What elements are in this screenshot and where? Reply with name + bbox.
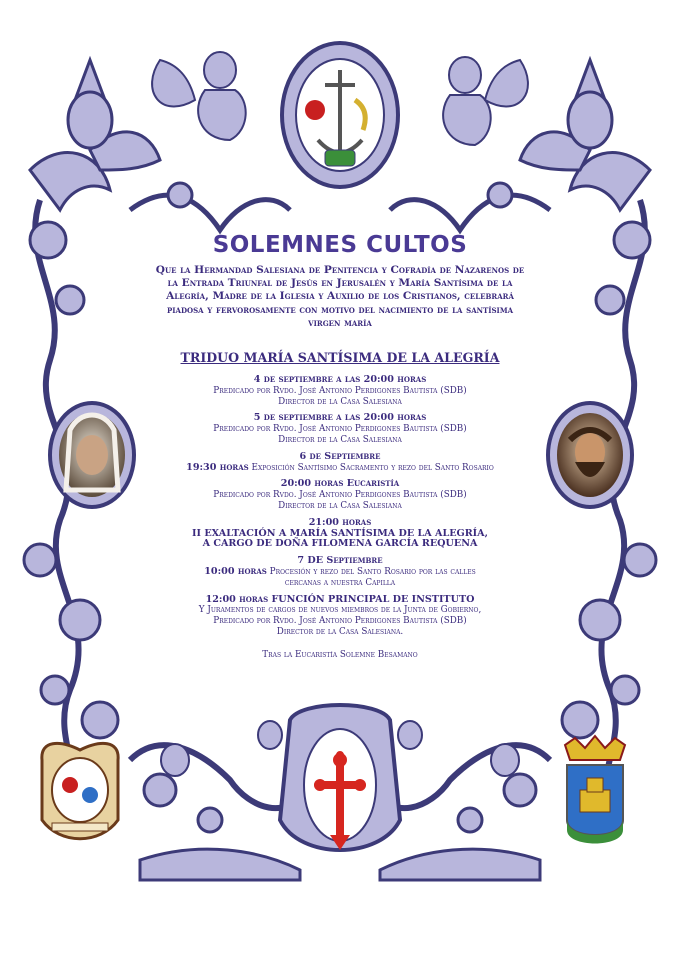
brotherhood-crest-icon [282, 43, 398, 187]
day4-oaths: Y Juramentos de cargos de nuevos miembros de la Junta de Gobierno, [198, 605, 482, 616]
santiago-cross-icon [280, 705, 400, 850]
day3-block [150, 452, 530, 474]
day3-exaltacion-line1: II EXALTACIÓN A MARÍA SANTÍSIMA DE LA ALEGRÍA, [192, 527, 488, 539]
day3-heading: 6 de Septiembre [299, 450, 381, 462]
day3-eucharist-heading: 20:00 horas Eucaristía [280, 478, 400, 490]
day4-time1: 10:00 horas [204, 565, 267, 577]
day4-procession [150, 567, 530, 578]
day1-block [150, 375, 530, 407]
day4-function-heading: 12:00 horas FUNCIÓN PRINCIPAL DE INSTITUTO [205, 593, 475, 605]
day3-text1: Exposición Santísimo Sacramento y rezo del Santo Rosario [251, 462, 494, 473]
day3-eucharist-block [150, 479, 530, 511]
day4-preacher: Predicado por Rvdo. José Antonio Perdigones Bautista (SDB) [213, 616, 467, 627]
day2-block [150, 413, 530, 445]
day4-text1: Procesión y rezo del Santo Rosario por las calles [269, 566, 476, 577]
day3-exaltacion-block [150, 518, 530, 550]
day2-preacher: Predicado por Rvdo. José Antonio Perdigones Bautista (SDB) [213, 424, 467, 435]
christ-portrait [548, 403, 632, 507]
virgin-portrait [50, 403, 134, 507]
day2-heading: 5 de septiembre a las 20:00 horas [253, 412, 427, 424]
closing-note: Tras la Eucaristía Solemne Besamano [262, 649, 418, 660]
day4-block [150, 556, 530, 588]
day1-preacher: Predicado por Rvdo. José Antonio Perdigones Bautista (SDB) [213, 385, 467, 396]
day4-function-block [150, 595, 530, 638]
day3-exaltacion-line2: A CARGO DE DOÑA FILOMENA GARCÍA REQUENA [202, 538, 478, 550]
intro-paragraph: Que la Hermandad Salesiana de Penitencia y Cofradía de Nazarenos de la Entrada Triunfal de Jesús en Jerusalén y María Santísima de la Alegría, Madre de la Iglesia y Auxilio de los Cristianos, celebrará piadosa y fervorosamente con motivo del nacimiento de la santísima virgen maría [155, 264, 525, 329]
day3-time1: 19:30 horas [186, 461, 249, 473]
day3-preacher: Predicado por Rvdo. José Antonio Perdigones Bautista (SDB) [213, 490, 467, 501]
day1-heading: 4 de septiembre a las 20:00 horas [253, 374, 427, 386]
day3-exposition [120, 463, 560, 474]
salesian-emblem-icon [42, 743, 118, 838]
triduo-heading: TRIDUO MARÍA SANTÍSIMA DE LA ALEGRÍA [180, 350, 500, 366]
day3-director: Director de la Casa Salesiana [278, 500, 402, 511]
page-title: SOLEMNES CULTOS [212, 232, 468, 258]
municipal-shield-icon [565, 736, 625, 844]
day4-director: Director de la Casa Salesiana. [276, 626, 404, 637]
day4-text1b: cercanas a nuestra Capilla [284, 577, 396, 588]
cherub-icon [443, 57, 528, 145]
day2-director: Director de la Casa Salesiana [278, 435, 402, 445]
day1-director: Director de la Casa Salesiana [278, 396, 402, 407]
day4-heading: 7 DE Septiembre [297, 555, 383, 567]
cherub-icon [152, 52, 246, 140]
day3-time2: 21:00 horas [308, 516, 372, 528]
announcement-text [150, 232, 530, 660]
